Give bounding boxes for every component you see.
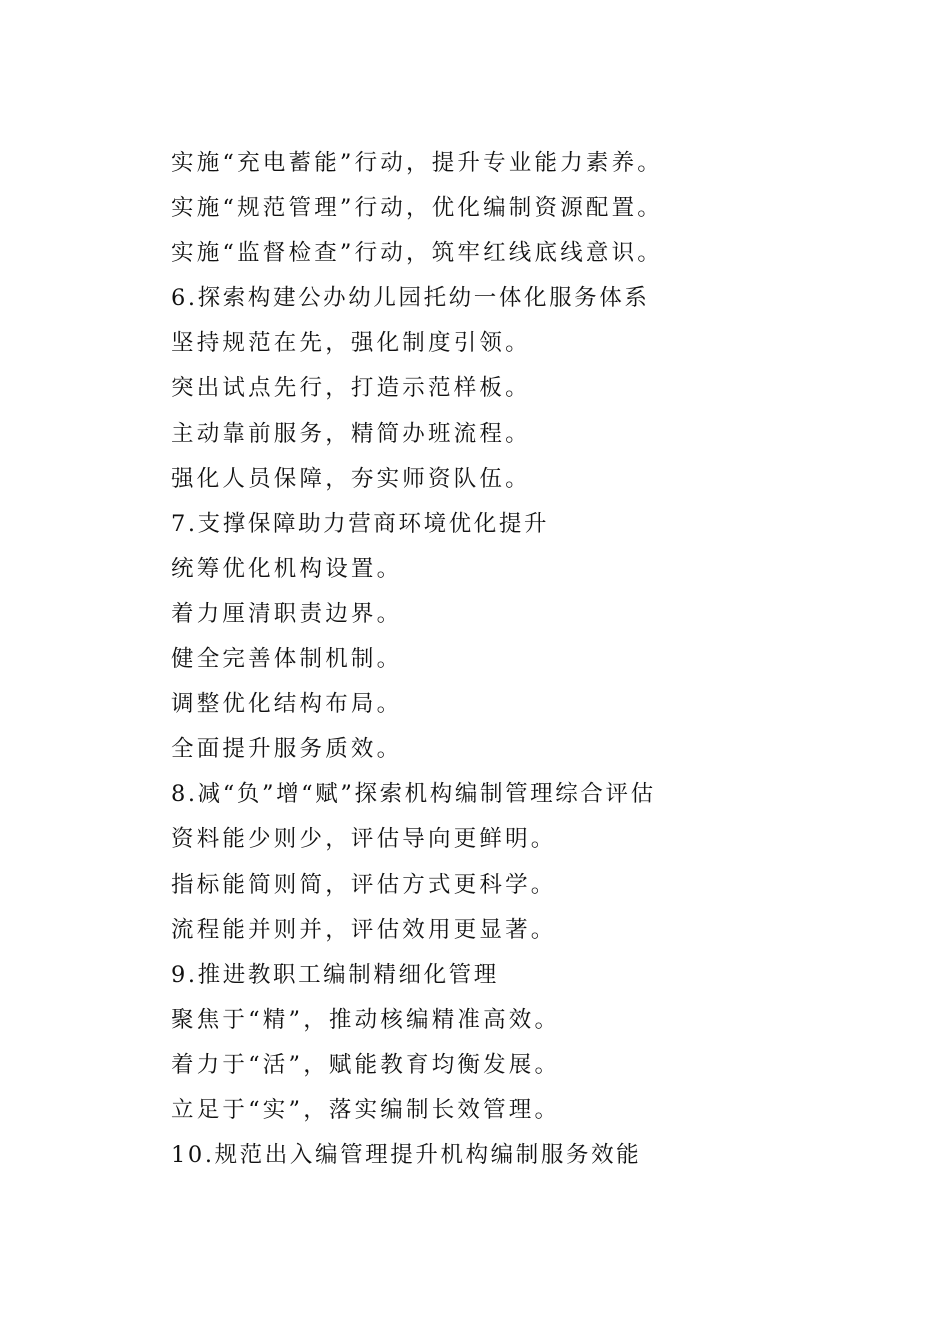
text-line: 立足于“实”，落实编制长效管理。 <box>171 1096 561 1123</box>
text-line: 流程能并则并，评估效用更显著。 <box>171 916 557 943</box>
text-line: 着力厘清职责边界。 <box>171 600 403 627</box>
text-line: 聚焦于“精”，推动核编精准高效。 <box>171 1006 561 1033</box>
text-line: 主动靠前服务，精简办班流程。 <box>171 420 531 447</box>
text-line: 实施“规范管理”行动，优化编制资源配置。 <box>171 195 664 222</box>
section-heading-6: 6.探索构建公办幼儿园托幼一体化服务体系 <box>171 285 650 312</box>
text-line: 全面提升服务质效。 <box>171 736 403 763</box>
section-heading-7: 7.支撑保障助力营商环境优化提升 <box>171 510 550 537</box>
text-line: 调整优化结构布局。 <box>171 691 403 718</box>
section-heading-9: 9.推进教职工编制精细化管理 <box>171 961 499 988</box>
text-line: 实施“监督检查”行动，筑牢红线底线意识。 <box>171 240 664 267</box>
text-line: 坚持规范在先，强化制度引领。 <box>171 330 531 357</box>
text-line: 统筹优化机构设置。 <box>171 555 403 582</box>
text-line: 资料能少则少，评估导向更鲜明。 <box>171 826 557 853</box>
section-heading-8: 8.减“负”增“赋”探索机构编制管理综合评估 <box>171 781 656 808</box>
text-line: 健全完善体制机制。 <box>171 646 403 673</box>
text-line: 突出试点先行，打造示范样板。 <box>171 375 531 402</box>
text-line: 实施“充电蓄能”行动，提升专业能力素养。 <box>171 150 664 176</box>
text-line: 强化人员保障，夯实师资队伍。 <box>171 465 531 492</box>
section-heading-10: 10.规范出入编管理提升机构编制服务效能 <box>171 1142 642 1169</box>
text-line: 着力于“活”，赋能教育均衡发展。 <box>171 1051 561 1078</box>
text-line: 指标能简则简，评估方式更科学。 <box>171 871 557 898</box>
document-body <box>171 141 871 1178</box>
